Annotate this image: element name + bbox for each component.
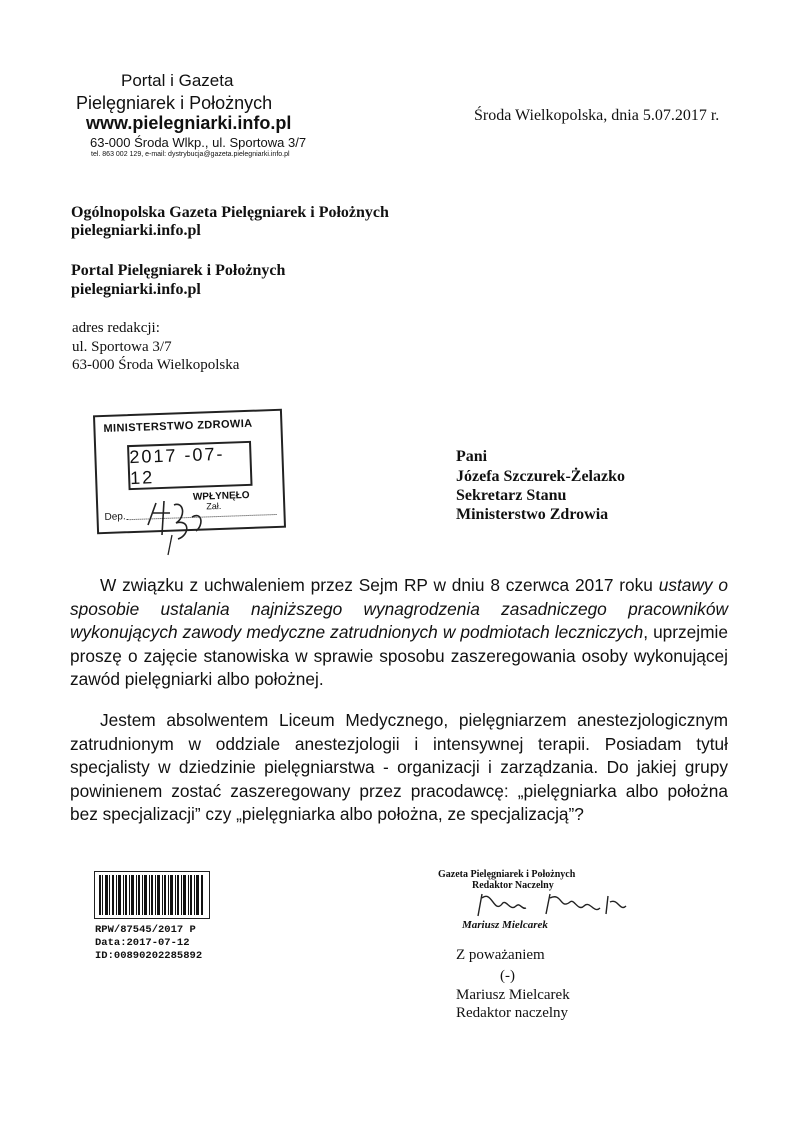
letterhead-subtitle: Pielęgniarek i Położnych [76,93,273,113]
address-city: 63-000 Środa Wielkopolska [72,357,240,373]
recipient-title: Sekretarz Stanu [456,487,567,504]
stamp-date: 2017 -07- 12 [127,441,252,490]
closing-role: Redaktor naczelny [456,1005,569,1021]
recipient-name: Józefa Szczurek-Żelazko [456,468,625,485]
barcode [94,871,210,919]
p2-text: Jestem absolwentem Liceum Medycznego, pielęgniarzem anestezjologicznym zatrudnionym w oddziale anestezjologii i intensywnej terapii. Posiadam tytuł specjalisty w dziedzinie pielęgniarstwa - organizacji i zarządzania. Do jakiej grupy powinienem zostać zaszeregowany przez pracodawcę: „pielęgniarka albo położna bez specjalizacji” czy „pielęgniarka albo położna, ze specjalizacją”? [70,710,728,824]
stamp-title: MINISTERSTWO ZDROWIA [103,417,253,435]
address-street: ul. Sportowa 3/7 [72,339,172,355]
publisher-site-2: pielegniarki.info.pl [71,281,201,298]
p1-act-title: ustawy o sposobie ustalania najniższego wynagrodzenia zasadniczego pracowników wykonujących zawody medyczne zatrudnionych w podmiotach leczniczych [70,575,728,642]
p1-intro: W związku z uchwaleniem przez Sejm RP w dniu 8 czerwca 2017 roku [100,575,659,595]
publisher-name-1: Ogólnopolska Gazeta Pielęgniarek i Położnych [71,204,389,221]
handwritten-signature [470,888,630,922]
address-label: adres redakcji: [72,320,160,336]
stamp-handwritten-mark [140,495,220,560]
letter-date: Środa Wielkopolska, dnia 5.07.2017 r. [474,107,720,124]
closing-greeting: Z poważaniem [456,947,545,963]
letterhead-contact: tel. 863 002 129, e-mail: dystrybucja@gazeta.pielegniarki.info.pl [91,151,290,158]
stamp-received-label: WPŁYNĘŁO [192,489,250,503]
barcode-bars-icon [99,875,205,915]
barcode-rpw-number: RPW/87545/2017 P [95,924,196,936]
stamp-dep-label: Dep. [104,511,126,523]
p1-request: , uprzejmie proszę o zajęcie stanowiska w sprawie sposobu zaszeregowania osoby wykonującej zawód pielęgniarki albo położnej. [70,622,728,689]
letterhead-title: Portal i Gazeta [121,71,234,90]
letterhead-website: www.pielegniarki.info.pl [86,113,292,133]
publisher-site-1: pielegniarki.info.pl [71,222,201,239]
closing-signature-mark: (-) [500,968,515,984]
signature-stamp-role: Redaktor Naczelny [472,880,554,891]
signature-stamp-org: Gazeta Pielęgniarek i Położnych [438,869,576,880]
letterhead-address: 63-000 Środa Wlkp., ul. Sportowa 3/7 [90,135,307,150]
barcode-date: Data:2017-07-12 [95,937,190,949]
publisher-name-2: Portal Pielęgniarek i Położnych [71,262,286,279]
recipient-salutation: Pani [456,448,488,465]
signature-stamp-name: Mariusz Mielcarek [462,919,548,931]
closing-name: Mariusz Mielcarek [456,987,570,1003]
body-paragraph-1 [70,574,728,692]
recipient-organization: Ministerstwo Zdrowia [456,506,609,523]
stamp-zal-label: Zał. [206,500,222,512]
body-paragraph-2 [70,709,728,827]
barcode-id: ID:00890202285892 [95,950,203,962]
